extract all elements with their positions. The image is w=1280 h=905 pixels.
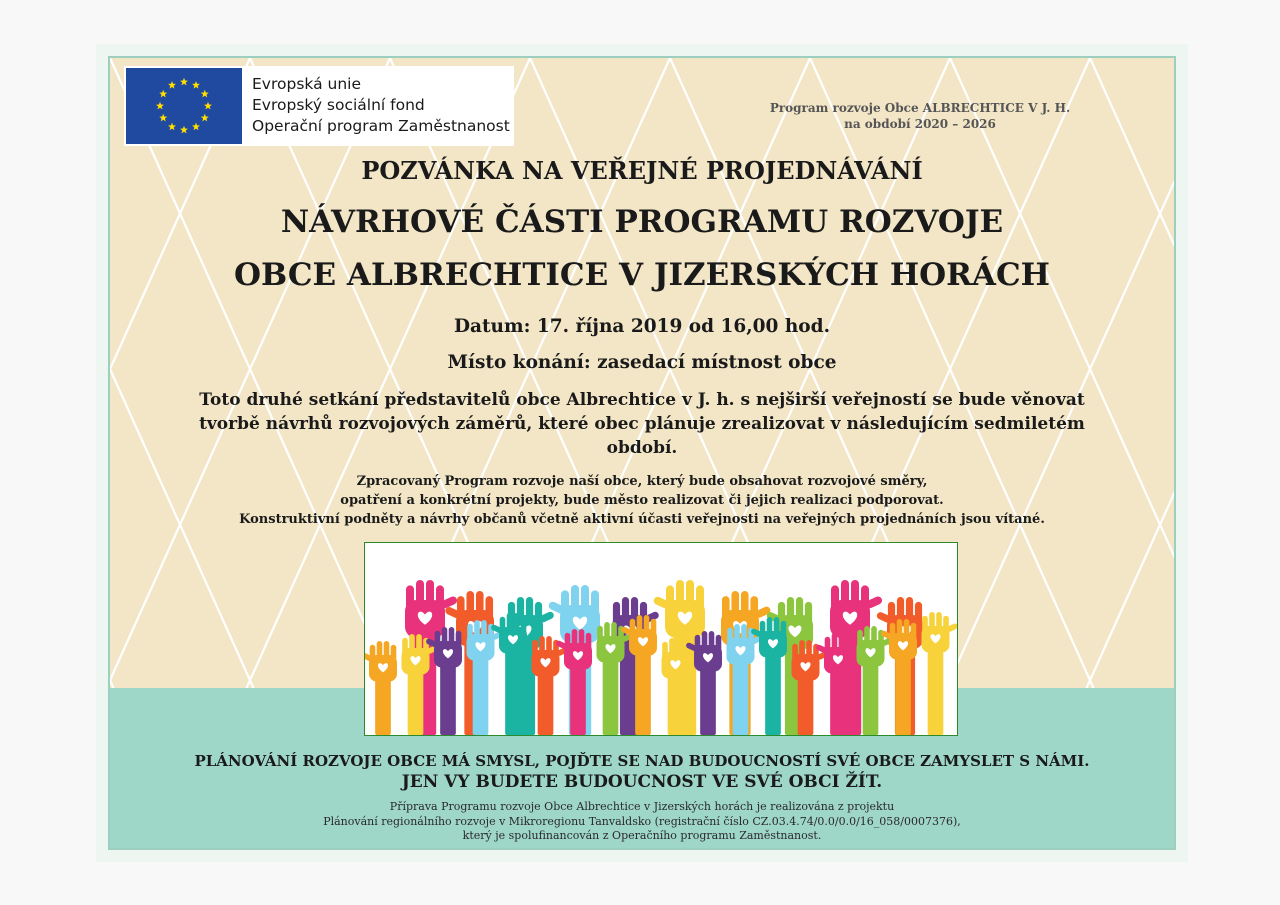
event-place: Místo konání: zasedací místnost obce xyxy=(447,352,837,373)
lattice-line xyxy=(947,58,1175,688)
raised-hands-icon xyxy=(365,543,957,735)
detail-line: Zpracovaný Program rozvoje naší obce, který bude obsahovat rozvojové směry, xyxy=(356,474,928,489)
intro-line: tvorbě návrhů rozvojových záměrů, které obec plánuje zrealizovat v následujícím sedmiletém xyxy=(199,414,1085,434)
eu-logo-line-3: Operační program Zaměstnanost xyxy=(252,117,510,135)
program-note-line-2: na období 2020 – 2026 xyxy=(844,117,996,131)
hand-icon xyxy=(922,612,958,735)
invitation-title: POZVÁNKA NA VEŘEJNÉ PROJEDNÁVÁNÍ xyxy=(361,156,923,185)
detail-line: Konstruktivní podněty a návrhy občanů včetně aktivní účasti veřejnosti na veřejných projednáních jsou vítané. xyxy=(239,512,1045,527)
event-date: Datum: 17. října 2019 od 16,00 hod. xyxy=(453,316,831,337)
eu-flag-icon xyxy=(126,68,242,144)
intro-line: období. xyxy=(606,438,678,458)
hand-icon xyxy=(750,617,787,735)
footer-line: který je spolufinancován z Operačního programu Zaměstnanost. xyxy=(462,829,822,842)
hand-icon xyxy=(365,641,397,735)
hand-icon xyxy=(857,626,894,735)
program-note xyxy=(740,100,1100,132)
hand-icon xyxy=(532,636,569,735)
intro-paragraph xyxy=(150,388,1134,460)
lattice-line xyxy=(1090,58,1174,688)
slogan-line-1: PLÁNOVÁNÍ ROZVOJE OBCE MÁ SMYSL, POJĎTE SE NAD BUDOUCNOSTÍ SVÉ OBCE ZAMYSLET S NÁMI. xyxy=(194,752,1090,770)
slogan-line-2: JEN VY BUDETE BUDOUCNOST VE SVÉ OBCI ŽÍT. xyxy=(401,772,883,792)
intro-line: Toto druhé setkání představitelů obce Albrechtice v J. h. s nejširší veřejností se bude věnovat xyxy=(199,390,1085,410)
lattice-line xyxy=(1087,58,1175,688)
eu-logo-line-1: Evropská unie xyxy=(252,75,362,93)
raised-hands-illustration xyxy=(364,542,958,736)
detail-line: opatření a konkrétní projekty, bude město realizovat či jejich realizaci podporovat. xyxy=(340,493,944,508)
lattice-line xyxy=(950,58,1174,688)
lattice-line xyxy=(110,58,254,688)
lattice-line xyxy=(110,58,394,688)
footer-line: Plánování regionálního rozvoje v Mikroregionu Tanvaldsko (registrační číslo CZ.03.4.74/0.0/0.0/16_058/0007376), xyxy=(323,814,961,828)
detail-paragraph xyxy=(130,472,1154,529)
eu-logo-text xyxy=(252,74,510,137)
lattice-line xyxy=(110,58,250,688)
eu-logo-line-2: Evropský sociální fond xyxy=(252,96,425,114)
footer-note xyxy=(110,800,1174,844)
program-note-line-1: Program rozvoje Obce ALBRECHTICE V J. H. xyxy=(769,101,1071,115)
invitation-subtitle-line-1: NÁVRHOVÉ ČÁSTI PROGRAMU ROZVOJE xyxy=(280,204,1004,240)
eu-logo xyxy=(124,66,514,146)
invitation-subtitle-line-2: OBCE ALBRECHTICE V JIZERSKÝCH HORÁCH xyxy=(234,257,1050,293)
invitation-poster xyxy=(96,44,1188,862)
poster-frame xyxy=(108,56,1176,850)
footer-line: Příprava Programu rozvoje Obce Albrechtice v Jizerských horách je realizována z projektu xyxy=(389,800,895,813)
